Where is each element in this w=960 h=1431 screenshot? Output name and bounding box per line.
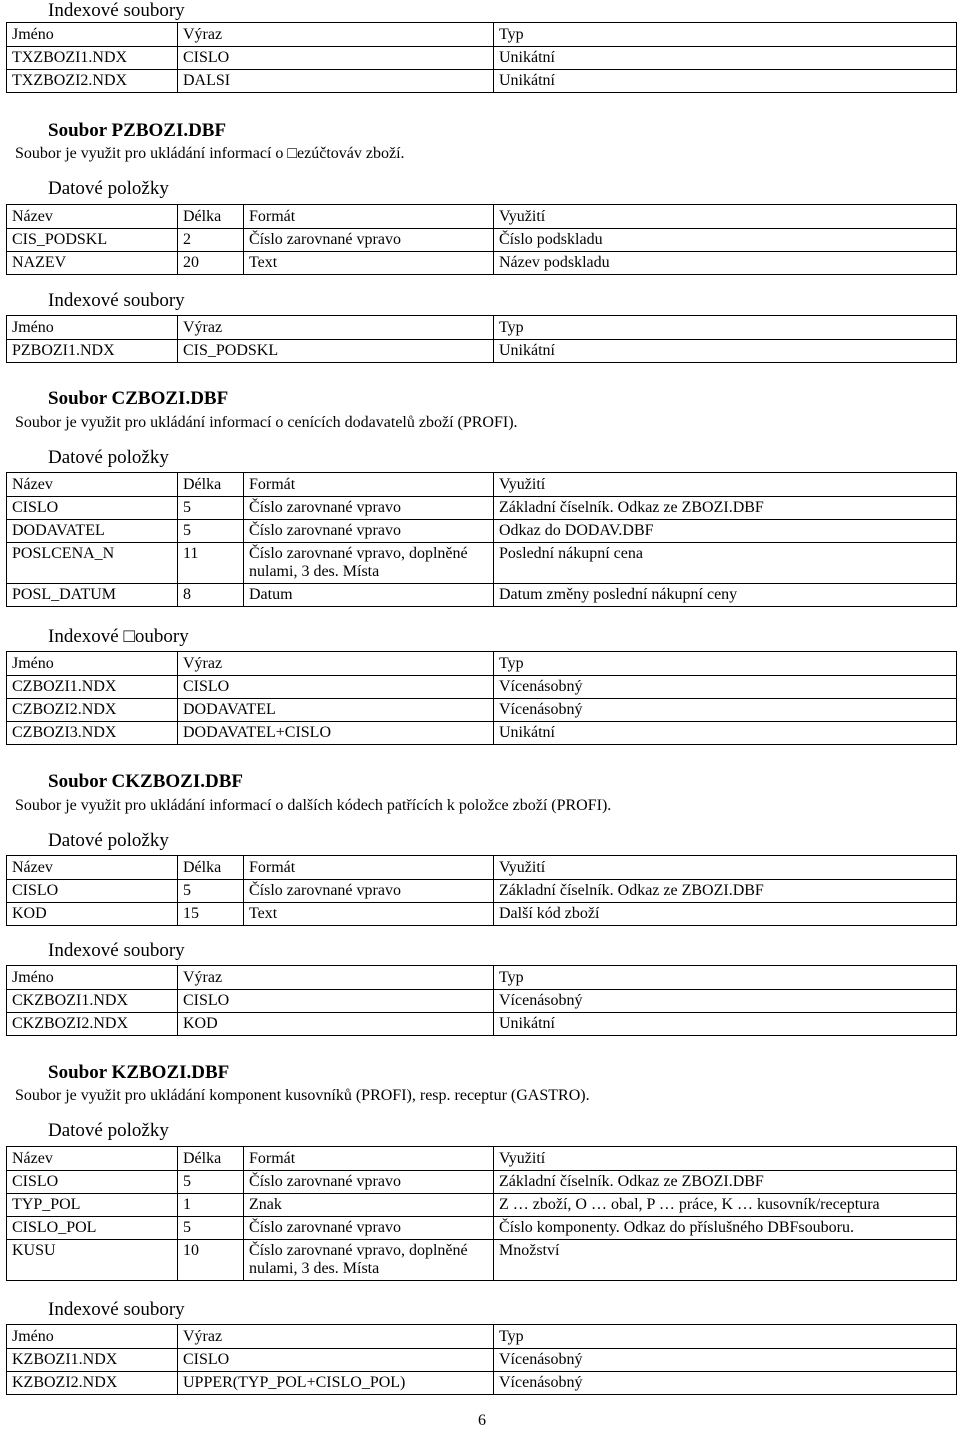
data-table-kzbozi <box>6 1146 957 1281</box>
table-cell: POSL_DATUM <box>7 584 178 607</box>
table-header-row <box>7 1325 957 1349</box>
table-header-row <box>7 1147 957 1171</box>
header-cell: Využití <box>494 856 957 880</box>
table-cell: Unikátní <box>494 47 957 70</box>
table-cell: 2 <box>178 229 244 252</box>
table-row <box>7 699 957 722</box>
file-description: Soubor je využit pro ukládání informací o dalších kódech patřících k položce zboží (PROFI). <box>15 797 612 814</box>
table-cell: CISLO <box>7 1171 178 1194</box>
table-cell: CZBOZI1.NDX <box>7 676 178 699</box>
index-files-heading: Indexové □oubory <box>48 626 189 647</box>
table-cell: Základní číselník. Odkaz ze ZBOZI.DBF <box>494 880 957 903</box>
table-cell: Znak <box>244 1194 494 1217</box>
table-cell: 10 <box>178 1240 244 1281</box>
table-cell: Základní číselník. Odkaz ze ZBOZI.DBF <box>494 1171 957 1194</box>
table-row <box>7 1240 957 1281</box>
table-cell: CISLO <box>7 497 178 520</box>
table-row <box>7 497 957 520</box>
data-table-ckzbozi <box>6 855 957 926</box>
table-cell: Vícenásobný <box>494 676 957 699</box>
table-cell: KOD <box>7 903 178 926</box>
table-cell: Číslo zarovnané vpravo <box>244 880 494 903</box>
header-cell: Délka <box>178 1147 244 1171</box>
table-cell: Unikátní <box>494 1013 957 1036</box>
table-header-row <box>7 316 957 340</box>
table-cell: Další kód zboží <box>494 903 957 926</box>
table-row <box>7 903 957 926</box>
header-cell: Výraz <box>178 316 494 340</box>
table-cell: Vícenásobný <box>494 699 957 722</box>
table-cell: Číslo komponenty. Odkaz do příslušného DBFsouboru. <box>494 1217 957 1240</box>
table-cell: DODAVATEL+CISLO <box>178 722 494 745</box>
table-cell: PZBOZI1.NDX <box>7 340 178 363</box>
table-row <box>7 543 957 584</box>
table-row <box>7 520 957 543</box>
table-header-row <box>7 856 957 880</box>
data-table-czbozi <box>6 472 957 607</box>
header-cell: Jméno <box>7 1325 178 1349</box>
table-cell: Číslo zarovnané vpravo, doplněné nulami, 3 des. Místa <box>244 1240 494 1281</box>
table-cell: Datum <box>244 584 494 607</box>
table-row <box>7 1013 957 1036</box>
header-cell: Formát <box>244 856 494 880</box>
header-cell: Typ <box>494 316 957 340</box>
file-heading-kzbozi: Soubor KZBOZI.DBF <box>48 1062 230 1083</box>
table-cell: CZBOZI2.NDX <box>7 699 178 722</box>
header-cell: Délka <box>178 856 244 880</box>
table-cell: TXZBOZI2.NDX <box>7 70 178 93</box>
table-row <box>7 229 957 252</box>
header-cell: Výraz <box>178 23 494 47</box>
table-cell: Číslo zarovnané vpravo <box>244 497 494 520</box>
header-cell: Jméno <box>7 316 178 340</box>
table-cell: Unikátní <box>494 340 957 363</box>
table-row <box>7 1171 957 1194</box>
table-cell: Poslední nákupní cena <box>494 543 957 584</box>
table-cell: 5 <box>178 880 244 903</box>
header-cell: Délka <box>178 205 244 229</box>
header-cell: Výraz <box>178 652 494 676</box>
table-cell: Unikátní <box>494 722 957 745</box>
table-cell: CISLO <box>7 880 178 903</box>
table-cell: Množství <box>494 1240 957 1281</box>
file-heading-czbozi: Soubor CZBOZI.DBF <box>48 388 229 409</box>
index-table-pzbozi <box>6 315 957 363</box>
table-cell: Datum změny poslední nákupní ceny <box>494 584 957 607</box>
table-cell: DALSI <box>178 70 494 93</box>
header-cell: Typ <box>494 966 957 990</box>
header-cell: Název <box>7 205 178 229</box>
table-cell: Číslo zarovnané vpravo, doplněné nulami, 3 des. Místa <box>244 543 494 584</box>
page-number: 6 <box>478 1412 486 1429</box>
table-cell: Název podskladu <box>494 252 957 275</box>
table-cell: CISLO <box>178 676 494 699</box>
header-cell: Formát <box>244 473 494 497</box>
index-files-heading: Indexové soubory <box>48 0 185 21</box>
file-description: Soubor je využit pro ukládání komponent kusovníků (PROFI), resp. receptur (GASTRO). <box>15 1087 590 1104</box>
table-cell: 5 <box>178 1217 244 1240</box>
table-cell: KOD <box>178 1013 494 1036</box>
table-cell: CIS_PODSKL <box>7 229 178 252</box>
table-cell: CZBOZI3.NDX <box>7 722 178 745</box>
index-table-kzbozi <box>6 1324 957 1395</box>
table-header-row <box>7 23 957 47</box>
table-row <box>7 880 957 903</box>
data-items-heading: Datové položky <box>48 830 169 851</box>
header-cell: Výraz <box>178 1325 494 1349</box>
table-row <box>7 340 957 363</box>
table-cell: 5 <box>178 497 244 520</box>
header-cell: Využití <box>494 1147 957 1171</box>
table-cell: TXZBOZI1.NDX <box>7 47 178 70</box>
table-row <box>7 676 957 699</box>
table-row <box>7 990 957 1013</box>
file-heading-pzbozi: Soubor PZBOZI.DBF <box>48 120 227 141</box>
table-row <box>7 1349 957 1372</box>
table-cell: Číslo zarovnané vpravo <box>244 520 494 543</box>
table-cell: Vícenásobný <box>494 1349 957 1372</box>
table-cell: Vícenásobný <box>494 990 957 1013</box>
table-cell: 5 <box>178 1171 244 1194</box>
header-cell: Délka <box>178 473 244 497</box>
table-cell: CIS_PODSKL <box>178 340 494 363</box>
table-cell: Text <box>244 903 494 926</box>
table-cell: Základní číselník. Odkaz ze ZBOZI.DBF <box>494 497 957 520</box>
data-items-heading: Datové položky <box>48 178 169 199</box>
table-cell: KUSU <box>7 1240 178 1281</box>
table-cell: CISLO_POL <box>7 1217 178 1240</box>
table-cell: Číslo zarovnané vpravo <box>244 1217 494 1240</box>
header-cell: Formát <box>244 1147 494 1171</box>
table-row <box>7 1194 957 1217</box>
header-cell: Výraz <box>178 966 494 990</box>
table-row <box>7 1217 957 1240</box>
index-table-txzbozi <box>6 22 957 93</box>
file-description: Soubor je využit pro ukládání informací o □ezúčtováv zboží. <box>15 145 405 162</box>
data-items-heading: Datové položky <box>48 447 169 468</box>
header-cell: Název <box>7 1147 178 1171</box>
table-cell: Z … zboží, O … obal, P … práce, K … kusovník/receptura <box>494 1194 957 1217</box>
table-row <box>7 1372 957 1395</box>
data-table-pzbozi <box>6 204 957 275</box>
table-cell: KZBOZI2.NDX <box>7 1372 178 1395</box>
header-cell: Typ <box>494 1325 957 1349</box>
data-items-heading: Datové položky <box>48 1120 169 1141</box>
index-files-heading: Indexové soubory <box>48 1299 185 1320</box>
header-cell: Typ <box>494 23 957 47</box>
table-row <box>7 47 957 70</box>
table-header-row <box>7 652 957 676</box>
table-cell: UPPER(TYP_POL+CISLO_POL) <box>178 1372 494 1395</box>
table-cell: DODAVATEL <box>178 699 494 722</box>
table-cell: CISLO <box>178 1349 494 1372</box>
table-cell: Vícenásobný <box>494 1372 957 1395</box>
table-row <box>7 252 957 275</box>
index-files-heading: Indexové soubory <box>48 290 185 311</box>
header-cell: Využití <box>494 473 957 497</box>
table-cell: Číslo zarovnané vpravo <box>244 229 494 252</box>
table-cell: 15 <box>178 903 244 926</box>
table-row <box>7 584 957 607</box>
table-cell: Číslo zarovnané vpravo <box>244 1171 494 1194</box>
table-header-row <box>7 473 957 497</box>
table-cell: Unikátní <box>494 70 957 93</box>
header-cell: Jméno <box>7 966 178 990</box>
index-table-czbozi <box>6 651 957 745</box>
header-cell: Typ <box>494 652 957 676</box>
table-cell: 5 <box>178 520 244 543</box>
table-cell: 20 <box>178 252 244 275</box>
table-cell: Odkaz do DODAV.DBF <box>494 520 957 543</box>
table-cell: CKZBOZI1.NDX <box>7 990 178 1013</box>
header-cell: Formát <box>244 205 494 229</box>
file-heading-ckzbozi: Soubor CKZBOZI.DBF <box>48 771 243 792</box>
table-cell: NAZEV <box>7 252 178 275</box>
table-cell: 1 <box>178 1194 244 1217</box>
index-files-heading: Indexové soubory <box>48 940 185 961</box>
table-cell: TYP_POL <box>7 1194 178 1217</box>
table-cell: 11 <box>178 543 244 584</box>
table-row <box>7 70 957 93</box>
header-cell: Jméno <box>7 652 178 676</box>
table-cell: Text <box>244 252 494 275</box>
table-cell: Číslo podskladu <box>494 229 957 252</box>
index-table-ckzbozi <box>6 965 957 1036</box>
table-cell: CISLO <box>178 990 494 1013</box>
table-cell: KZBOZI1.NDX <box>7 1349 178 1372</box>
header-cell: Využití <box>494 205 957 229</box>
header-cell: Jméno <box>7 23 178 47</box>
table-cell: CISLO <box>178 47 494 70</box>
table-cell: CKZBOZI2.NDX <box>7 1013 178 1036</box>
table-cell: 8 <box>178 584 244 607</box>
file-description: Soubor je využit pro ukládání informací o cenících dodavatelů zboží (PROFI). <box>15 414 518 431</box>
header-cell: Název <box>7 856 178 880</box>
header-cell: Název <box>7 473 178 497</box>
table-header-row <box>7 205 957 229</box>
table-cell: DODAVATEL <box>7 520 178 543</box>
table-cell: POSLCENA_N <box>7 543 178 584</box>
table-row <box>7 722 957 745</box>
table-header-row <box>7 966 957 990</box>
